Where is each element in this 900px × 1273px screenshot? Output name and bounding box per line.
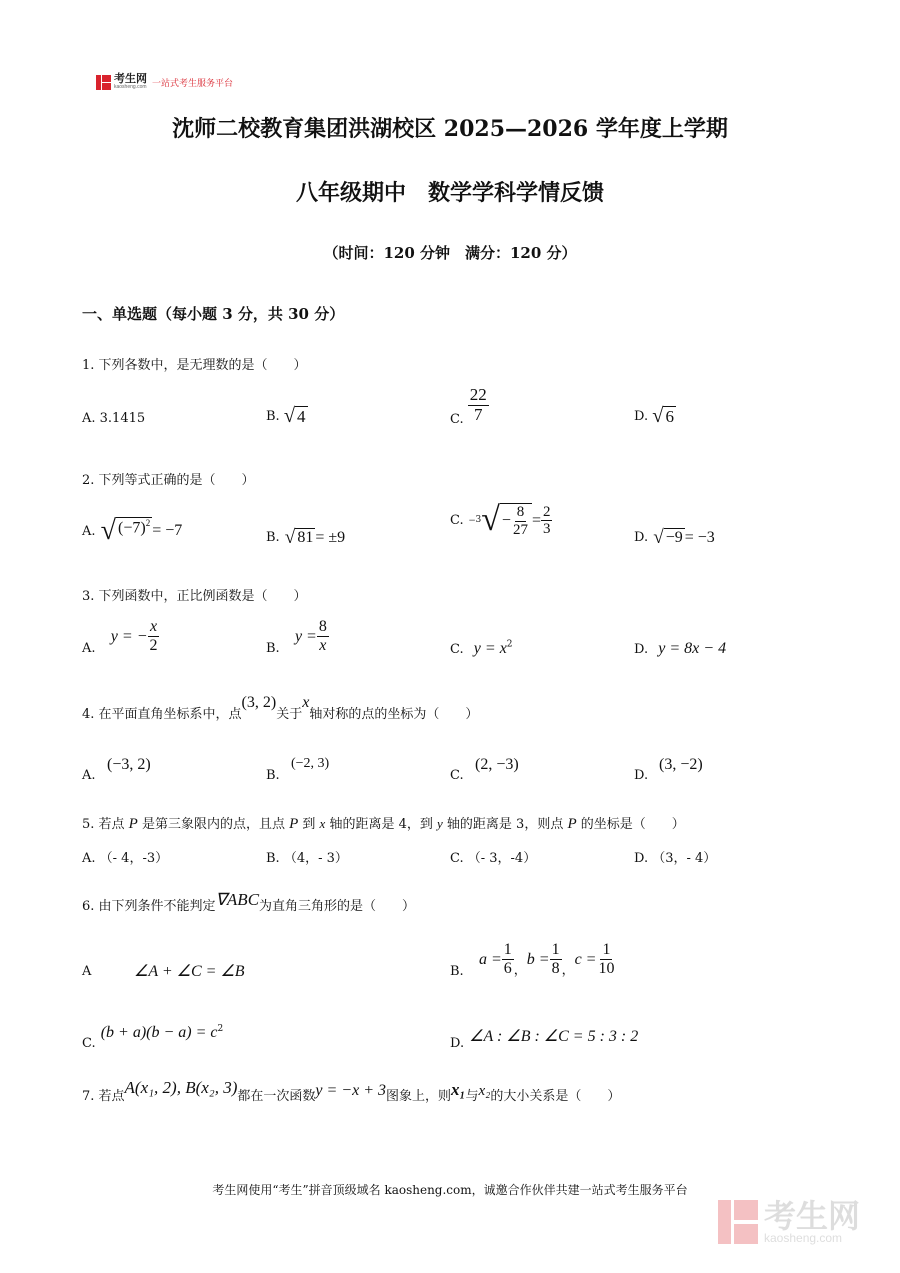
q2-c-rnum: 2: [542, 503, 551, 520]
question-6-stem: [82, 890, 415, 914]
q6-option-d: [450, 1026, 638, 1051]
q3-option-a: [82, 617, 160, 656]
q2-option-d: [634, 528, 715, 547]
q5-stem-e: 轴的距离是 3，则点: [442, 817, 568, 832]
q3-option-c: [450, 638, 513, 658]
q4-option-d: [634, 756, 703, 783]
question-4-stem: [82, 694, 478, 722]
q4-option-a: [82, 756, 151, 783]
q6-option-a-label: A: [82, 964, 92, 979]
q4-b-label: B.: [266, 768, 280, 783]
q5-x: x: [319, 816, 326, 831]
watermark-name: 考生网: [764, 1198, 861, 1234]
exam-title: 沈师二校教育集团洪湖校区 2025—2026 学年度上学期: [172, 116, 728, 142]
q6-b-label: B.: [450, 964, 464, 979]
q3-a-label: A.: [82, 641, 96, 656]
q2-b-sqrt: √ 81: [284, 527, 314, 548]
q4-option-b: [266, 756, 330, 783]
q3-b-label: B.: [266, 641, 280, 656]
q6-option-c: [82, 1024, 223, 1051]
q7-stem-d: 与: [465, 1089, 479, 1104]
q1-b-radicand: 4: [297, 407, 306, 426]
watermark-logo: [718, 1200, 860, 1244]
logo-slogan: 一站式考生服务平台: [152, 77, 234, 88]
q7-points: A(x₁, 2), B(x₂, 3): [124, 1078, 238, 1097]
q4-axis: x: [302, 694, 310, 711]
q3-a-den: 2: [149, 637, 158, 654]
q1-c-num: 22: [469, 385, 487, 405]
q6-option-a: ∠A + ∠C = ∠B: [134, 963, 245, 980]
q4-stem-c: 轴对称的点的坐标为（ ）: [309, 707, 479, 722]
q6-b-b-num: 1: [551, 941, 560, 959]
q6-stem-a: 6. 由下列条件不能判定: [82, 899, 216, 914]
q6-d-expr: ∠A : ∠B : ∠C = 5 : 3 : 2: [469, 1028, 639, 1045]
q5-p2: P: [289, 816, 299, 832]
q5-option-a: A. （- 4，-3）: [82, 851, 169, 866]
q6-d-label: D.: [450, 1036, 465, 1051]
q7-stem-e: 的大小关系是（ ）: [490, 1089, 621, 1104]
q2-d-label: D.: [634, 530, 649, 546]
q6-b-sep2: ，: [561, 963, 575, 978]
q4-point: (3, 2): [241, 694, 277, 711]
question-7-stem: [82, 1078, 620, 1104]
q4-a-label: A.: [82, 768, 96, 783]
logo-text: [114, 74, 147, 90]
q2-c-index: 3: [475, 515, 482, 525]
section-heading: 一、单选题（每小题 3 分，共 30 分）: [82, 305, 345, 323]
q2-a-label: A.: [82, 523, 96, 539]
q6-c-exp: 2: [217, 1024, 224, 1034]
q4-b-value: (−2, 3): [291, 756, 330, 771]
q6-b-b-fraction: [550, 941, 562, 977]
q5-stem-c: 到: [298, 817, 320, 832]
q3-c-label: C.: [450, 642, 464, 657]
q2-c-eq: =: [531, 511, 541, 529]
q1-option-d: [634, 406, 676, 427]
q5-p1: P: [128, 816, 138, 832]
q3-a-fraction: [148, 618, 160, 654]
q7-x1: x₁: [451, 1080, 466, 1099]
q2-option-c: [450, 503, 552, 538]
q2-c-den: 27: [512, 521, 528, 538]
q5-stem-a: 5. 若点: [82, 817, 129, 832]
q2-b-label: B.: [266, 530, 280, 546]
q1-d-radicand: 6: [665, 407, 674, 426]
q1-c-fraction: [468, 386, 489, 424]
q2-c-cuberoot: √ − $\frac{8}{27}$: [481, 503, 532, 538]
q5-option-d: D. （3，- 4）: [634, 851, 717, 866]
logo-name: 考生网: [114, 73, 147, 85]
q7-stem-a: 7. 若点: [82, 1089, 125, 1104]
footer-text: 考生网使用“考生”拼音顶级域名 kaosheng.com，诚邀合作伙伴共建一站式考生服务平台: [212, 1183, 688, 1197]
q2-c-num: 8: [516, 504, 525, 520]
q7-stem-b: 都在一次函数: [237, 1089, 316, 1104]
q6-b-c: c =: [574, 950, 597, 968]
q3-b-den: x: [319, 637, 327, 654]
q3-d-expr: y = 8x − 4: [658, 640, 727, 657]
q4-a-value: (−3, 2): [107, 756, 151, 773]
q6-b-sep1: ，: [513, 963, 527, 978]
q3-b-fraction: [317, 618, 329, 654]
q3-c-expr: y = x: [473, 640, 507, 657]
question-5-stem: [82, 813, 685, 833]
q7-stem-c: 图象上，则: [385, 1089, 451, 1104]
q1-option-a: A. 3.1415: [82, 411, 146, 426]
q2-b-radicand: 81: [297, 529, 314, 546]
q4-option-c: [450, 756, 519, 783]
q2-a-exp: 2: [145, 518, 151, 528]
q1-option-b: [266, 406, 308, 427]
q5-p3: P: [567, 816, 577, 832]
q3-option-d: [634, 638, 726, 658]
q1-d-label: D.: [634, 409, 649, 424]
q3-b-lhs: y =: [294, 627, 317, 645]
q4-d-value: (3, −2): [659, 756, 703, 773]
q1-d-sqrt: √ 6: [652, 405, 674, 427]
q2-c-label: C.: [450, 513, 464, 528]
exam-time-score: （时间：120 分钟 满分：120 分）: [323, 244, 577, 262]
question-2-stem: 2. 下列等式正确的是（ ）: [82, 473, 255, 488]
question-3-stem: 3. 下列函数中，正比例函数是（ ）: [82, 589, 307, 604]
q5-stem-d: 轴的距离是 4，到: [325, 817, 437, 832]
q7-function: y = −x + 3: [315, 1082, 386, 1099]
q4-c-value: (2, −3): [475, 756, 519, 773]
q1-c-den: 7: [474, 405, 483, 424]
q6-b-a-fraction: [502, 941, 514, 977]
q3-a-lhs: y = −: [110, 627, 148, 645]
q3-b-num: 8: [318, 618, 327, 636]
q2-option-a: [82, 517, 182, 545]
q6-b-a: a =: [478, 950, 502, 968]
q3-d-label: D.: [634, 642, 649, 657]
header-logo: [96, 74, 233, 90]
q2-c-rden: 3: [542, 521, 551, 537]
q6-b-a-num: 1: [503, 941, 512, 959]
q6-stem-b: 为直角三角形的是（ ）: [259, 899, 416, 914]
q4-d-label: D.: [634, 768, 649, 783]
question-1-stem: 1. 下列各数中，是无理数的是（ ）: [82, 358, 307, 373]
q2-c-rhs-fraction: [541, 504, 553, 538]
q6-b-c-num: 1: [602, 941, 611, 959]
q7-x2: x₂: [478, 1083, 491, 1099]
q2-d-sqrt: √ −9: [653, 527, 683, 548]
q6-triangle: ∇ABC: [215, 890, 260, 909]
q1-b-sqrt: √ 4: [283, 405, 306, 427]
q2-option-b: [266, 528, 345, 547]
q2-a-rhs: = −7: [152, 522, 183, 539]
q4-stem-b: 关于: [276, 707, 303, 722]
q4-stem-a: 4. 在平面直角坐标系中，点: [82, 707, 242, 722]
q6-b-a-den: 6: [503, 960, 512, 977]
q3-c-exp: 2: [506, 639, 513, 650]
q6-option-b: [450, 940, 616, 979]
q5-option-c: C. （- 3，-4）: [450, 851, 537, 866]
q2-a-radicand: (−7): [118, 519, 146, 537]
logo-icon: [96, 75, 111, 90]
q5-option-b: B. （4，- 3）: [266, 851, 348, 866]
q6-c-expr: (b + a)(b − a) = c: [100, 1024, 218, 1041]
q1-b-label: B.: [266, 409, 280, 424]
q1-c-label: C.: [450, 412, 464, 427]
logo-domain: kaosheng.com: [114, 84, 147, 90]
q2-d-radicand: −9: [665, 529, 683, 546]
q6-c-label: C.: [82, 1036, 96, 1051]
q3-a-num: x: [149, 618, 158, 636]
watermark-text: [764, 1200, 860, 1244]
q5-stem-f: 的坐标是（ ）: [576, 817, 685, 832]
q2-c-sign: −: [501, 512, 511, 529]
watermark-icon: [718, 1200, 758, 1244]
q5-stem-b: 是第三象限内的点，且点: [137, 817, 290, 832]
exam-subtitle: 八年级期中 数学学科学情反馈: [295, 180, 604, 206]
q2-c-prefix: −: [468, 513, 476, 527]
q3-option-b: [266, 617, 329, 656]
q6-b-c-den: 10: [598, 960, 615, 977]
q6-b-c-fraction: [596, 941, 616, 977]
q6-b-b: b =: [526, 950, 550, 968]
q5-y: y: [437, 816, 443, 831]
q4-c-label: C.: [450, 768, 464, 783]
q2-a-sqrt: √ $(-7)^2$: [100, 515, 151, 546]
q1-option-c: [450, 384, 489, 427]
q6-b-b-den: 8: [551, 960, 560, 977]
q2-b-rhs: = ±9: [315, 528, 346, 546]
q2-d-rhs: = −3: [684, 528, 715, 546]
watermark-domain: kaosheng.com: [764, 1231, 843, 1245]
